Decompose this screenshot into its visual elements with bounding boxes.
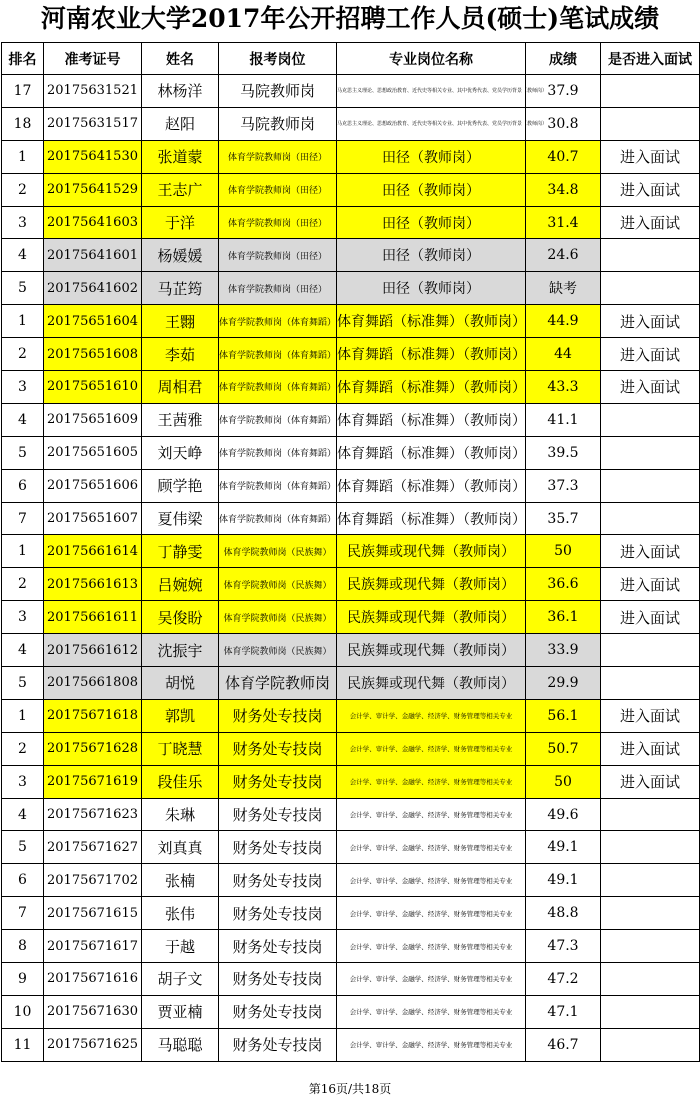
page-title: 河南农业大学2017年公开招聘工作人员(硕士)笔试成绩 [40, 4, 660, 33]
spec-cell: 体育舞蹈（标准舞）（教师岗） [337, 338, 526, 371]
rank-cell: 5 [2, 667, 44, 700]
header-spec: 专业岗位名称 [337, 43, 526, 75]
post-cell: 体育学院教师岗（体育舞蹈） [219, 469, 337, 502]
name-cell: 马芷筠 [142, 272, 219, 305]
name-cell: 王志广 [142, 173, 219, 206]
rank-cell: 2 [2, 338, 44, 371]
interview-status-cell [601, 502, 700, 535]
post-cell: 体育学院教师岗（民族舞） [219, 568, 337, 601]
score-cell: 33.9 [526, 634, 601, 667]
header-exam-no: 准考证号 [44, 43, 142, 75]
post-cell: 体育学院教师岗（体育舞蹈） [219, 305, 337, 338]
spec-cell: 会计学、审计学、金融学、经济学、财务管理等相关专业 [337, 798, 526, 831]
spec-cell: 体育舞蹈（标准舞）（教师岗） [337, 371, 526, 404]
post-cell: 体育学院教师岗（民族舞） [219, 634, 337, 667]
spec-cell: 会计学、审计学、金融学、经济学、财务管理等相关专业 [337, 995, 526, 1028]
post-cell: 财务处专技岗 [219, 864, 337, 897]
post-cell: 体育学院教师岗（田径） [219, 140, 337, 173]
post-cell: 体育学院教师岗（民族舞） [219, 535, 337, 568]
exam-number-cell: 20175631521 [44, 75, 142, 108]
score-cell: 49.1 [526, 831, 601, 864]
post-cell: 体育学院教师岗 [219, 667, 337, 700]
post-cell: 财务处专技岗 [219, 963, 337, 996]
score-cell: 49.6 [526, 798, 601, 831]
rank-cell: 1 [2, 305, 44, 338]
post-cell: 财务处专技岗 [219, 897, 337, 930]
interview-status-cell: 进入面试 [601, 338, 700, 371]
name-cell: 张伟 [142, 897, 219, 930]
exam-number-cell: 20175651605 [44, 436, 142, 469]
post-cell: 体育学院教师岗（民族舞） [219, 601, 337, 634]
table-row [2, 732, 700, 765]
interview-status-cell [601, 469, 700, 502]
spec-cell: 民族舞或现代舞（教师岗） [337, 634, 526, 667]
interview-status-cell [601, 634, 700, 667]
spec-cell: 会计学、审计学、金融学、经济学、财务管理等相关专业 [337, 963, 526, 996]
table-row [2, 502, 700, 535]
spec-cell: 会计学、审计学、金融学、经济学、财务管理等相关专业 [337, 732, 526, 765]
spec-cell: 会计学、审计学、金融学、经济学、财务管理等相关专业 [337, 897, 526, 930]
table-header-row [2, 43, 700, 75]
score-cell: 46.7 [526, 1028, 601, 1061]
interview-status-cell [601, 436, 700, 469]
table-row [2, 140, 700, 173]
page-footer: 第16页/共18页 [308, 1082, 392, 1096]
name-cell: 顾学艳 [142, 469, 219, 502]
interview-status-cell [601, 864, 700, 897]
rank-cell: 3 [2, 765, 44, 798]
exam-number-cell: 20175671630 [44, 995, 142, 1028]
interview-status-cell [601, 75, 700, 108]
score-cell: 30.8 [526, 107, 601, 140]
table-row [2, 1028, 700, 1061]
spec-cell: 民族舞或现代舞（教师岗） [337, 601, 526, 634]
name-cell: 王茜雅 [142, 403, 219, 436]
interview-status-cell [601, 272, 700, 305]
exam-number-cell: 20175651607 [44, 502, 142, 535]
exam-number-cell: 20175641601 [44, 239, 142, 272]
post-cell: 体育学院教师岗（田径） [219, 173, 337, 206]
exam-number-cell: 20175651608 [44, 338, 142, 371]
score-cell: 39.5 [526, 436, 601, 469]
score-cell: 50.7 [526, 732, 601, 765]
table-row [2, 272, 700, 305]
score-cell: 37.9 [526, 75, 601, 108]
rank-cell: 6 [2, 864, 44, 897]
exam-number-cell: 20175671625 [44, 1028, 142, 1061]
score-cell: 56.1 [526, 699, 601, 732]
spec-cell: 体育舞蹈（标准舞）（教师岗） [337, 403, 526, 436]
name-cell: 夏伟梁 [142, 502, 219, 535]
interview-status-cell: 进入面试 [601, 206, 700, 239]
name-cell: 吕婉婉 [142, 568, 219, 601]
name-cell: 朱琳 [142, 798, 219, 831]
table-row [2, 963, 700, 996]
name-cell: 沈振宇 [142, 634, 219, 667]
exam-number-cell: 20175651606 [44, 469, 142, 502]
name-cell: 刘天峥 [142, 436, 219, 469]
exam-number-cell: 20175671623 [44, 798, 142, 831]
interview-status-cell [601, 403, 700, 436]
score-table [1, 42, 700, 1062]
rank-cell: 11 [2, 1028, 44, 1061]
table-row [2, 568, 700, 601]
interview-status-cell: 进入面试 [601, 371, 700, 404]
score-cell: 24.6 [526, 239, 601, 272]
exam-number-cell: 20175641603 [44, 206, 142, 239]
interview-status-cell: 进入面试 [601, 732, 700, 765]
interview-status-cell: 进入面试 [601, 535, 700, 568]
score-cell: 43.3 [526, 371, 601, 404]
spec-cell: 民族舞或现代舞（教师岗） [337, 667, 526, 700]
rank-cell: 18 [2, 107, 44, 140]
interview-status-cell: 进入面试 [601, 699, 700, 732]
score-cell: 缺考 [526, 272, 601, 305]
interview-status-cell: 进入面试 [601, 601, 700, 634]
score-cell: 44 [526, 338, 601, 371]
table-row [2, 765, 700, 798]
rank-cell: 4 [2, 634, 44, 667]
interview-status-cell [601, 831, 700, 864]
table-row [2, 338, 700, 371]
header-rank: 排名 [2, 43, 44, 75]
rank-cell: 1 [2, 535, 44, 568]
rank-cell: 3 [2, 206, 44, 239]
exam-number-cell: 20175671619 [44, 765, 142, 798]
spec-cell: 民族舞或现代舞（教师岗） [337, 568, 526, 601]
post-cell: 财务处专技岗 [219, 798, 337, 831]
table-row [2, 634, 700, 667]
rank-cell: 4 [2, 403, 44, 436]
exam-number-cell: 20175641602 [44, 272, 142, 305]
header-interview: 是否进入面试 [601, 43, 700, 75]
post-cell: 体育学院教师岗（体育舞蹈） [219, 371, 337, 404]
score-cell: 50 [526, 765, 601, 798]
interview-status-cell [601, 107, 700, 140]
rank-cell: 2 [2, 568, 44, 601]
score-cell: 40.7 [526, 140, 601, 173]
spec-cell: 体育舞蹈（标准舞）（教师岗） [337, 502, 526, 535]
interview-status-cell [601, 930, 700, 963]
post-cell: 体育学院教师岗（田径） [219, 239, 337, 272]
score-cell: 36.1 [526, 601, 601, 634]
table-row [2, 239, 700, 272]
post-cell: 财务处专技岗 [219, 699, 337, 732]
header-post: 报考岗位 [219, 43, 337, 75]
interview-status-cell: 进入面试 [601, 140, 700, 173]
spec-cell: 会计学、审计学、金融学、经济学、财务管理等相关专业 [337, 831, 526, 864]
spec-cell: 体育舞蹈（标准舞）（教师岗） [337, 469, 526, 502]
interview-status-cell [601, 798, 700, 831]
header-score: 成绩 [526, 43, 601, 75]
rank-cell: 1 [2, 140, 44, 173]
table-row [2, 601, 700, 634]
spec-cell: 田径（教师岗） [337, 173, 526, 206]
spec-cell: 田径（教师岗） [337, 140, 526, 173]
score-cell: 37.3 [526, 469, 601, 502]
name-cell: 杨媛媛 [142, 239, 219, 272]
table-row [2, 305, 700, 338]
table-row [2, 75, 700, 108]
name-cell: 张楠 [142, 864, 219, 897]
rank-cell: 5 [2, 436, 44, 469]
post-cell: 财务处专技岗 [219, 1028, 337, 1061]
rank-cell: 17 [2, 75, 44, 108]
score-cell: 47.1 [526, 995, 601, 1028]
name-cell: 林杨洋 [142, 75, 219, 108]
score-cell: 47.2 [526, 963, 601, 996]
exam-number-cell: 20175651604 [44, 305, 142, 338]
post-cell: 体育学院教师岗（田径） [219, 206, 337, 239]
exam-number-cell: 20175661613 [44, 568, 142, 601]
name-cell: 于洋 [142, 206, 219, 239]
header-name: 姓名 [142, 43, 219, 75]
rank-cell: 4 [2, 239, 44, 272]
post-cell: 财务处专技岗 [219, 995, 337, 1028]
name-cell: 贾亚楠 [142, 995, 219, 1028]
table-row [2, 864, 700, 897]
rank-cell: 2 [2, 173, 44, 206]
name-cell: 胡悦 [142, 667, 219, 700]
spec-cell: 田径（教师岗） [337, 206, 526, 239]
name-cell: 胡子文 [142, 963, 219, 996]
interview-status-cell [601, 667, 700, 700]
table-row [2, 535, 700, 568]
interview-status-cell [601, 963, 700, 996]
table-row [2, 371, 700, 404]
exam-number-cell: 20175661808 [44, 667, 142, 700]
interview-status-cell: 进入面试 [601, 305, 700, 338]
exam-number-cell: 20175661612 [44, 634, 142, 667]
rank-cell: 5 [2, 831, 44, 864]
table-row [2, 798, 700, 831]
spec-cell: 体育舞蹈（标准舞）（教师岗） [337, 436, 526, 469]
name-cell: 李茹 [142, 338, 219, 371]
name-cell: 郭凯 [142, 699, 219, 732]
table-row [2, 403, 700, 436]
score-cell: 29.9 [526, 667, 601, 700]
spec-cell: 马克思主义理论、思想政治教育、近代史等相关专业、其中优秀代表、党员学历背景（教师岗） [337, 107, 526, 140]
rank-cell: 5 [2, 272, 44, 305]
interview-status-cell [601, 1028, 700, 1061]
post-cell: 体育学院教师岗（体育舞蹈） [219, 338, 337, 371]
spec-cell: 田径（教师岗） [337, 239, 526, 272]
interview-status-cell: 进入面试 [601, 765, 700, 798]
rank-cell: 4 [2, 798, 44, 831]
score-cell: 34.8 [526, 173, 601, 206]
post-cell: 财务处专技岗 [219, 765, 337, 798]
score-cell: 36.6 [526, 568, 601, 601]
table-row [2, 173, 700, 206]
name-cell: 丁静雯 [142, 535, 219, 568]
table-row [2, 930, 700, 963]
post-cell: 体育学院教师岗（体育舞蹈） [219, 502, 337, 535]
name-cell: 段佳乐 [142, 765, 219, 798]
rank-cell: 7 [2, 502, 44, 535]
interview-status-cell [601, 897, 700, 930]
name-cell: 于越 [142, 930, 219, 963]
spec-cell: 田径（教师岗） [337, 272, 526, 305]
name-cell: 周相君 [142, 371, 219, 404]
name-cell: 王翾 [142, 305, 219, 338]
post-cell: 财务处专技岗 [219, 732, 337, 765]
exam-number-cell: 20175671627 [44, 831, 142, 864]
table-row [2, 436, 700, 469]
spec-cell: 民族舞或现代舞（教师岗） [337, 535, 526, 568]
table-row [2, 469, 700, 502]
table-row [2, 897, 700, 930]
exam-number-cell: 20175671628 [44, 732, 142, 765]
rank-cell: 1 [2, 699, 44, 732]
name-cell: 张道蒙 [142, 140, 219, 173]
post-cell: 马院教师岗 [219, 75, 337, 108]
score-cell: 31.4 [526, 206, 601, 239]
exam-number-cell: 20175631517 [44, 107, 142, 140]
score-cell: 50 [526, 535, 601, 568]
exam-number-cell: 20175671616 [44, 963, 142, 996]
score-cell: 47.3 [526, 930, 601, 963]
table-row [2, 206, 700, 239]
exam-number-cell: 20175671702 [44, 864, 142, 897]
rank-cell: 8 [2, 930, 44, 963]
spec-cell: 马克思主义理论、思想政治教育、近代史等相关专业、其中优秀代表、党员学历背景（教师岗） [337, 75, 526, 108]
interview-status-cell [601, 995, 700, 1028]
name-cell: 赵阳 [142, 107, 219, 140]
exam-number-cell: 20175641529 [44, 173, 142, 206]
score-cell: 41.1 [526, 403, 601, 436]
exam-number-cell: 20175671618 [44, 699, 142, 732]
interview-status-cell [601, 239, 700, 272]
rank-cell: 6 [2, 469, 44, 502]
exam-number-cell: 20175671615 [44, 897, 142, 930]
table-row [2, 699, 700, 732]
exam-number-cell: 20175661611 [44, 601, 142, 634]
rank-cell: 10 [2, 995, 44, 1028]
exam-number-cell: 20175671617 [44, 930, 142, 963]
exam-number-cell: 20175651609 [44, 403, 142, 436]
post-cell: 财务处专技岗 [219, 831, 337, 864]
rank-cell: 2 [2, 732, 44, 765]
score-cell: 48.8 [526, 897, 601, 930]
spec-cell: 会计学、审计学、金融学、经济学、财务管理等相关专业 [337, 1028, 526, 1061]
table-row [2, 831, 700, 864]
post-cell: 马院教师岗 [219, 107, 337, 140]
rank-cell: 3 [2, 601, 44, 634]
post-cell: 体育学院教师岗（体育舞蹈） [219, 403, 337, 436]
interview-status-cell: 进入面试 [601, 173, 700, 206]
post-cell: 体育学院教师岗（体育舞蹈） [219, 436, 337, 469]
score-cell: 44.9 [526, 305, 601, 338]
interview-status-cell: 进入面试 [601, 568, 700, 601]
table-row [2, 995, 700, 1028]
score-cell: 35.7 [526, 502, 601, 535]
name-cell: 马聪聪 [142, 1028, 219, 1061]
exam-number-cell: 20175661614 [44, 535, 142, 568]
exam-number-cell: 20175651610 [44, 371, 142, 404]
spec-cell: 会计学、审计学、金融学、经济学、财务管理等相关专业 [337, 699, 526, 732]
rank-cell: 7 [2, 897, 44, 930]
name-cell: 吴俊盼 [142, 601, 219, 634]
spec-cell: 会计学、审计学、金融学、经济学、财务管理等相关专业 [337, 930, 526, 963]
post-cell: 财务处专技岗 [219, 930, 337, 963]
table-row [2, 107, 700, 140]
name-cell: 丁晓慧 [142, 732, 219, 765]
rank-cell: 3 [2, 371, 44, 404]
score-cell: 49.1 [526, 864, 601, 897]
spec-cell: 会计学、审计学、金融学、经济学、财务管理等相关专业 [337, 765, 526, 798]
exam-number-cell: 20175641530 [44, 140, 142, 173]
name-cell: 刘真真 [142, 831, 219, 864]
post-cell: 体育学院教师岗（田径） [219, 272, 337, 305]
rank-cell: 9 [2, 963, 44, 996]
spec-cell: 会计学、审计学、金融学、经济学、财务管理等相关专业 [337, 864, 526, 897]
spec-cell: 体育舞蹈（标准舞）（教师岗） [337, 305, 526, 338]
table-row [2, 667, 700, 700]
